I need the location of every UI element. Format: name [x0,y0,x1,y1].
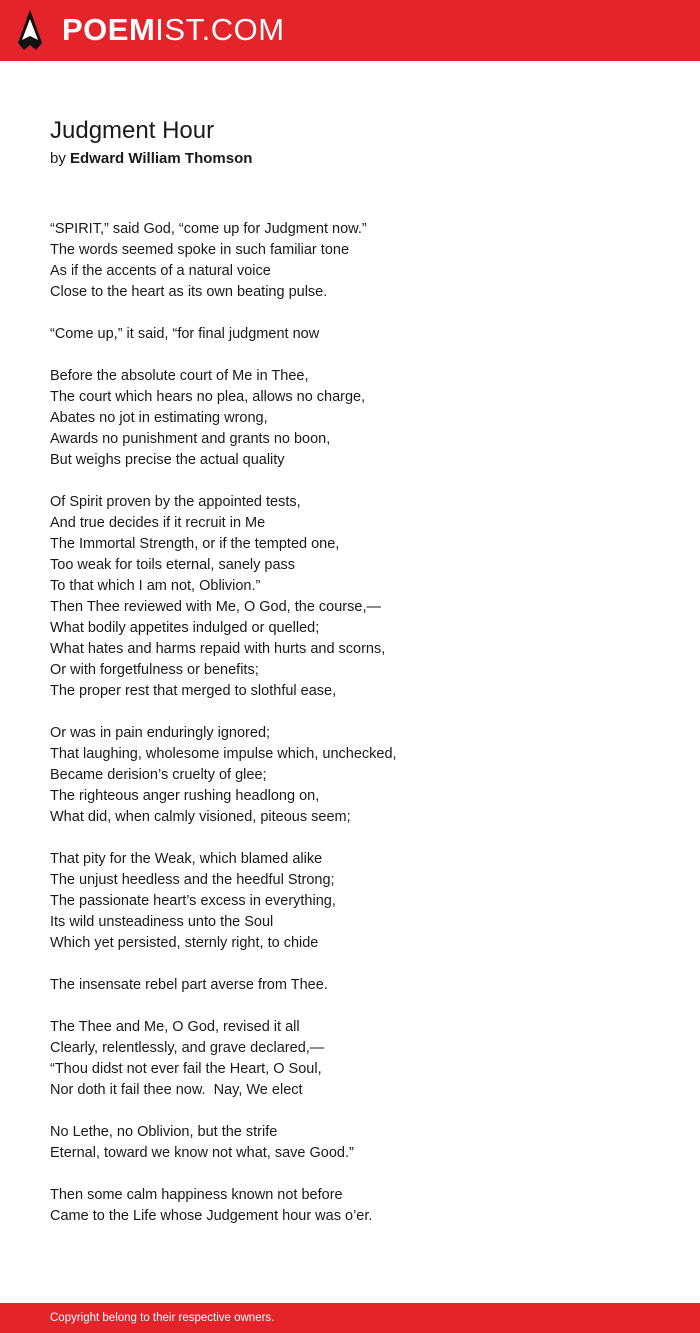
poem-line: The unjust heedless and the heedful Strong; [50,872,335,888]
poem-line: Became derision’s cruelty of glee; [50,767,267,783]
poem-line: To that which I am not, Oblivion.” [50,578,261,594]
poem-line: And true decides if it recruit in Me [50,515,266,531]
author-name: Edward William Thomson [70,150,253,167]
poem-line: Eternal, toward we know not what, save Good.” [50,1145,354,1161]
poem-line: The passionate heart’s excess in everything, [50,893,336,909]
logo-bold-text: POEM [62,12,156,47]
poem-line: The words seemed spoke in such familiar tone [50,242,350,258]
poem-line: But weighs precise the actual quality [50,452,285,468]
poem-line: Or with forgetfulness or benefits; [50,662,259,678]
site-footer [0,1303,700,1333]
poem-line: “SPIRIT,” said God, “come up for Judgment now.” [50,221,367,237]
poem-line: Came to the Life whose Judgement hour was o’er. [50,1208,373,1224]
site-logo[interactable] [62,12,285,48]
poem-stanza [50,492,670,702]
poem-stanza [50,723,670,828]
poem-line: No Lethe, no Oblivion, but the strife [50,1124,278,1140]
site-header [0,0,700,61]
poem-line: “Come up,” it said, “for final judgment now [50,326,320,342]
pencil-logo-icon[interactable] [17,9,43,51]
poem-line: Clearly, relentlessly, and grave declared,— [50,1040,325,1056]
poem-stanza [50,219,670,303]
by-label: by [50,150,66,167]
poem-line: Of Spirit proven by the appointed tests, [50,494,301,510]
poem-stanza [50,849,670,954]
poem-line: The proper rest that merged to slothful ease, [50,683,337,699]
poem-line: The Thee and Me, O God, revised it all [50,1019,300,1035]
poem-line: Awards no punishment and grants no boon, [50,431,331,447]
poem-stanza [50,975,670,996]
poem-line: That pity for the Weak, which blamed alike [50,851,323,867]
poem-line: The righteous anger rushing headlong on, [50,788,320,804]
poem-line: Before the absolute court of Me in Thee, [50,368,309,384]
poem-line: Which yet persisted, sternly right, to chide [50,935,319,951]
byline [50,148,252,170]
poem-line: What did, when calmly visioned, piteous seem; [50,809,351,825]
poem-stanza [50,1185,670,1227]
poem-line: Nor doth it fail thee now. Nay, We elect [50,1082,303,1098]
copyright-text: Copyright belong to their respective owners. [50,1312,275,1324]
poem-line: As if the accents of a natural voice [50,263,271,279]
poem-line: Close to the heart as its own beating pulse. [50,284,328,300]
poem-stanza [50,1122,670,1164]
poem-line: The insensate rebel part averse from Thee. [50,977,328,993]
poem-line: What bodily appetites indulged or quelled; [50,620,320,636]
poem-line: Then some calm happiness known not before [50,1187,343,1203]
poem-line: The court which hears no plea, allows no charge, [50,389,366,405]
poem-stanza [50,324,670,345]
poem-stanza [50,1017,670,1101]
poem-stanza [50,366,670,471]
poem-line: Or was in pain enduringly ignored; [50,725,271,741]
poem-line: Then Thee reviewed with Me, O God, the course,— [50,599,381,615]
poem-line: The Immortal Strength, or if the tempted one, [50,536,340,552]
poem-line: Too weak for toils eternal, sanely pass [50,557,296,573]
poem-line: What hates and harms repaid with hurts and scorns, [50,641,386,657]
poem-body [50,219,670,1248]
poem-line: Its wild unsteadiness unto the Soul [50,914,274,930]
poem-line: “Thou didst not ever fail the Heart, O Soul, [50,1061,322,1077]
poem-title: Judgment Hour [50,117,215,144]
logo-light-text: IST.COM [155,12,285,47]
poem-line: Abates no jot in estimating wrong, [50,410,268,426]
poem-line: That laughing, wholesome impulse which, unchecked, [50,746,397,762]
